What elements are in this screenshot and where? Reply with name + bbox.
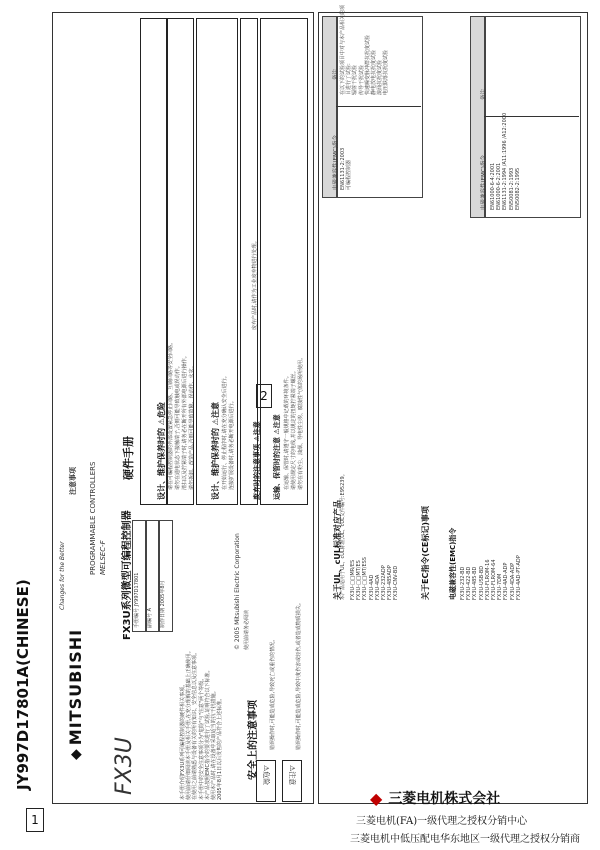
danger-legend-text: 错误操作时,可能造成危险,导致死亡或重伤的情况。 <box>270 636 276 750</box>
model-list-ul: FX3U-□□MR/ES FX3U-□□MT/ES FX3U-□□MT/ESS FX3U-4AD FX3U-4DA FX3U-232ADP FX3U-485ADP FX3U-CNV-BD <box>350 557 400 600</box>
series-mark: FX3U <box>112 737 137 795</box>
caution-triangle-icon: ⚠ <box>288 765 296 772</box>
melsec-label: MELSEC-F <box>99 540 107 575</box>
doc-id: JY997D17801A(CHINESE) <box>14 579 32 790</box>
product-title: FX3U系列微型可编程控制器 <box>122 510 133 640</box>
info-row-3: 制作日期 2005年8月 <box>160 580 166 628</box>
table2-header-std: 电磁兼容性(EMC)指令 <box>481 155 487 210</box>
caution-heading-1: 设计、维护保养时的 ⚠注意 <box>211 402 220 500</box>
danger-heading: 设计、维护保养时的 ⚠危险 <box>157 402 166 500</box>
footer-company: ◆ 三菱电机株式会社 <box>370 788 501 808</box>
caution-text-3: 废弃产品时,请作为工业废弃物进行处理。 <box>252 238 258 330</box>
safety-subtitle: 使用前请务必阅读 <box>244 609 250 650</box>
mitsubishi-logo-icon: ◆ <box>67 749 84 760</box>
danger-icon: ⚠ <box>157 418 166 426</box>
caution-legend-text: 错误操作时,可能造成危险,导致中度伤害或轻伤,或者造成物质损失。 <box>296 600 302 750</box>
danger-text-3: 清扫以及拧紧端子时,请务必在断开所有外部电源后进行操作。 <box>182 353 188 490</box>
info-row-2: 副编号 A <box>147 607 153 628</box>
table1-std: EN61131-2:2003 可编程控制器 <box>340 147 353 190</box>
caution-notes-heading: 注意事项 <box>69 467 77 495</box>
info-row-1: 手册编号 JY997D17801 <box>134 572 140 628</box>
manual-type: 硬件手册 <box>122 436 135 480</box>
caution-heading-2: 废弃时的注意事项 ⚠注意 <box>253 421 261 500</box>
caution-text-2: 连接扩展设备时,请务必断开电源后进行。 <box>229 398 235 490</box>
model-list-ec: FX3U-232-BD FX3U-422-BD FX3U-485-BD FX3U-USB-BD FX3U-FLROM-16 FX3U-FLROM-64 FX3U-7DM FX3U-4AD-ADP FX3U-4DA-ADP FX3U-4AD-PT-ADP <box>460 555 522 600</box>
page-number-1 <box>26 808 44 832</box>
mitsubishi-diamond-icon: ◆ <box>370 788 383 808</box>
table1-header-std: 电磁兼容性(EMC)指令 <box>333 135 339 190</box>
brand-block <box>66 550 96 760</box>
page-number-2-text: 2 <box>260 389 268 403</box>
table2-header-remark: 备注 <box>481 88 487 100</box>
caution-text-4: 在运输、保管时,请遵守一般规格中记载的环境条件。 <box>284 373 290 490</box>
ec-heading: 关于EC指令(CE标记)事项 <box>421 506 430 600</box>
brand-name: MITSUBISHI <box>66 628 85 746</box>
caution-text-6: 请勿在有粉尘、油烟、导电性尘埃、腐蚀性气体的场所使用。 <box>298 354 304 490</box>
table2-std: EN61000-6-4:2001 EN61000-6-2:2001 EN61131-2:1994 /A11:1996 /A12:2000 EN50081-2:1993 EN50082-2:1995 <box>490 112 521 210</box>
caution-heading-3: 运输、保管时的注意 ⚠注意 <box>273 414 281 500</box>
danger-text-4: 请勿拆卸、改造产品,否则可能导致故障、误动作、火灾。 <box>189 363 195 490</box>
caution-icon-2: ⚠ <box>253 435 261 442</box>
intro-text: 本手册介绍FX3U系列可编程控制器的硬件相关事项。 使用前请仔细阅读本手册及相关手册,在充分理解的基础上正确使用。 在使用之前请熟悉与设备有关的所有知识、安全信息以及注意事项。 本手册中的安全注意事项分为"危险"与"注意"两个等级。 本产品按照EMC指令的要求进行了试验,证明符合以下标准。 使用本产品时,请在设备中采取适当的抗干扰措施。 2005年8月1日以后发售的产品符合上述标准。 <box>180 648 224 800</box>
caution-icon-1: ⚠ <box>211 418 220 426</box>
caution-legend: ⚠注意 <box>282 760 302 802</box>
warning-triangle-icon: ⚠ <box>262 765 270 772</box>
safety-title: 安全上的注意事项 <box>248 700 259 780</box>
emc-heading: 电磁兼容性(EMC)指令 <box>449 527 457 600</box>
danger-legend: ⚠危险 <box>256 760 276 802</box>
footer-line1: 三菱电机(FA)一级代理之授权分销中心 <box>356 816 528 827</box>
ul-text: 本产品适用于UL、cUL标准,UL、cUL文件编号:E95239。 <box>340 471 346 600</box>
table1-remarks: 在以下的试验项目中对与本产品相关的项目进行了试验: 辐射干扰试验 传导干扰试验 快速瞬变脉冲群抗扰度试验 静电放电抗扰度试验 浪涌抗扰度试验 电压跌落抗扰度试验 <box>340 4 390 95</box>
caution-text-5: 请使用规定尺寸的电线,并以规定的扭矩拧紧端子螺丝。 <box>291 368 297 490</box>
danger-text-2: 请勿在通电状态下接触端子,否则可能导致触电或误动作。 <box>175 363 181 490</box>
table1-header-remark: 备注 <box>333 68 339 80</box>
ul-heading: 关于UL、cUL标准对应产品 <box>333 500 342 600</box>
footer-line2: 三菱电机中低压配电华东地区一级代理之授权分销商 <box>350 834 580 845</box>
caution-text-1: 在开始运行、停止程序时,请在充分确认安全后进行。 <box>222 373 228 490</box>
danger-text-1: 请在可编程控制器的外部设置紧急停止回路、互锁回路等安全回路。 <box>168 339 174 490</box>
tagline: Changes for the Better <box>59 541 66 610</box>
brand-sub: PROGRAMMABLE CONTROLLERS <box>89 461 97 575</box>
page-number-1-text: 1 <box>31 813 39 827</box>
copyright: © 2005 Mitsubishi Electric Corporation <box>234 533 241 650</box>
caution-icon-3: ⚠ <box>273 428 281 435</box>
